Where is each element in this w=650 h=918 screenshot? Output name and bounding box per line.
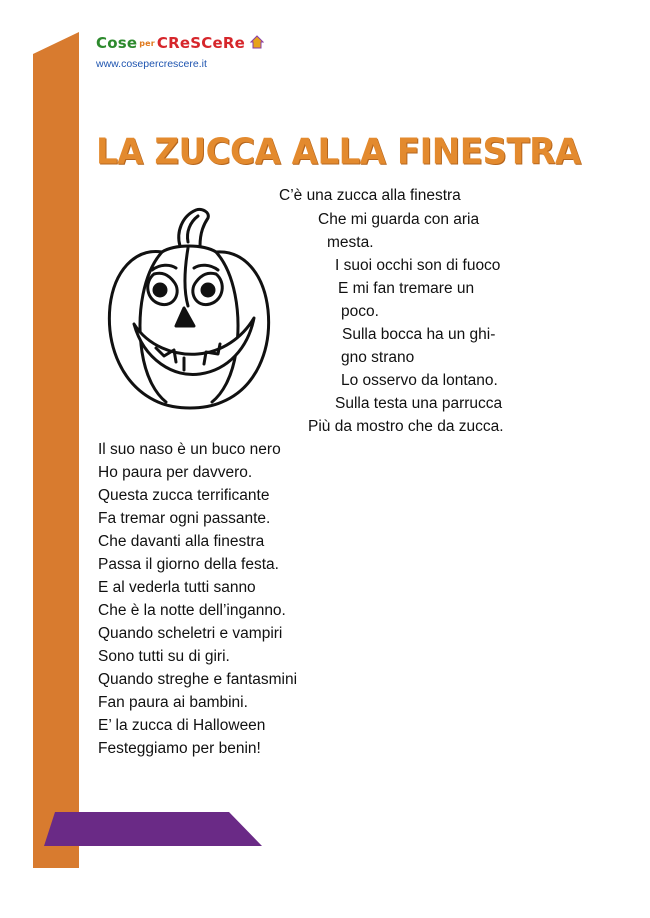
jack-o-lantern-pumpkin-icon xyxy=(104,202,274,430)
poem-line-l11: Quando streghe e fantasmini xyxy=(98,671,298,688)
logo-cose: Cose xyxy=(96,34,138,52)
poem-line-l13: E’ la zucca di Halloween xyxy=(98,717,266,734)
logo-house-icon xyxy=(250,35,264,49)
poem-line-l6: Passa il giorno della festa. xyxy=(98,556,279,573)
logo-crescere: CReSCeRe xyxy=(156,34,245,52)
poem-line-r1: C’è una zucca alla finestra xyxy=(279,187,461,204)
logo-wordmark xyxy=(96,34,264,52)
page-title: LA ZUCCA ALLA FINESTRA xyxy=(96,131,581,173)
poem-line-r2: Che mi guarda con aria xyxy=(318,211,480,228)
poem-line-r4: I suoi occhi son di fuoco xyxy=(335,257,501,274)
poem-line-l12: Fan paura ai bambini. xyxy=(98,694,248,711)
poem-line-l1: Il suo naso è un buco nero xyxy=(98,441,281,458)
poem-line-r7: Sulla bocca ha un ghi- xyxy=(342,326,496,343)
poem-line-l9: Quando scheletri e vampiri xyxy=(98,625,283,642)
purple-band xyxy=(44,812,262,846)
poem-line-l10: Sono tutti su di giri. xyxy=(98,648,230,665)
poem-line-r8: gno strano xyxy=(341,349,415,366)
poem-line-r11: Più da mostro che da zucca. xyxy=(308,418,504,435)
poem-line-l3: Questa zucca terrificante xyxy=(98,487,270,504)
logo-per: per xyxy=(139,39,155,48)
poem-line-r5: E mi fan tremare un xyxy=(338,280,475,297)
orange-band xyxy=(33,32,79,868)
poem-line-r10: Sulla testa una parrucca xyxy=(335,395,503,412)
poem-line-l4: Fa tremar ogni passante. xyxy=(98,510,271,527)
poem-line-l14: Festeggiamo per benin! xyxy=(98,740,261,757)
poem-line-r6: poco. xyxy=(341,303,379,320)
poem-line-l2: Ho paura per davvero. xyxy=(98,464,253,481)
poem-line-r9: Lo osservo da lontano. xyxy=(341,372,498,389)
poem-line-r3: mesta. xyxy=(327,234,374,251)
poem-line-l7: E al vederla tutti sanno xyxy=(98,579,256,596)
poem-line-l5: Che davanti alla finestra xyxy=(98,533,265,550)
poem-line-l8: Che è la notte dell’inganno. xyxy=(98,602,286,619)
site-logo[interactable] xyxy=(96,34,264,70)
site-url[interactable]: www.cosepercrescere.it xyxy=(96,58,207,70)
